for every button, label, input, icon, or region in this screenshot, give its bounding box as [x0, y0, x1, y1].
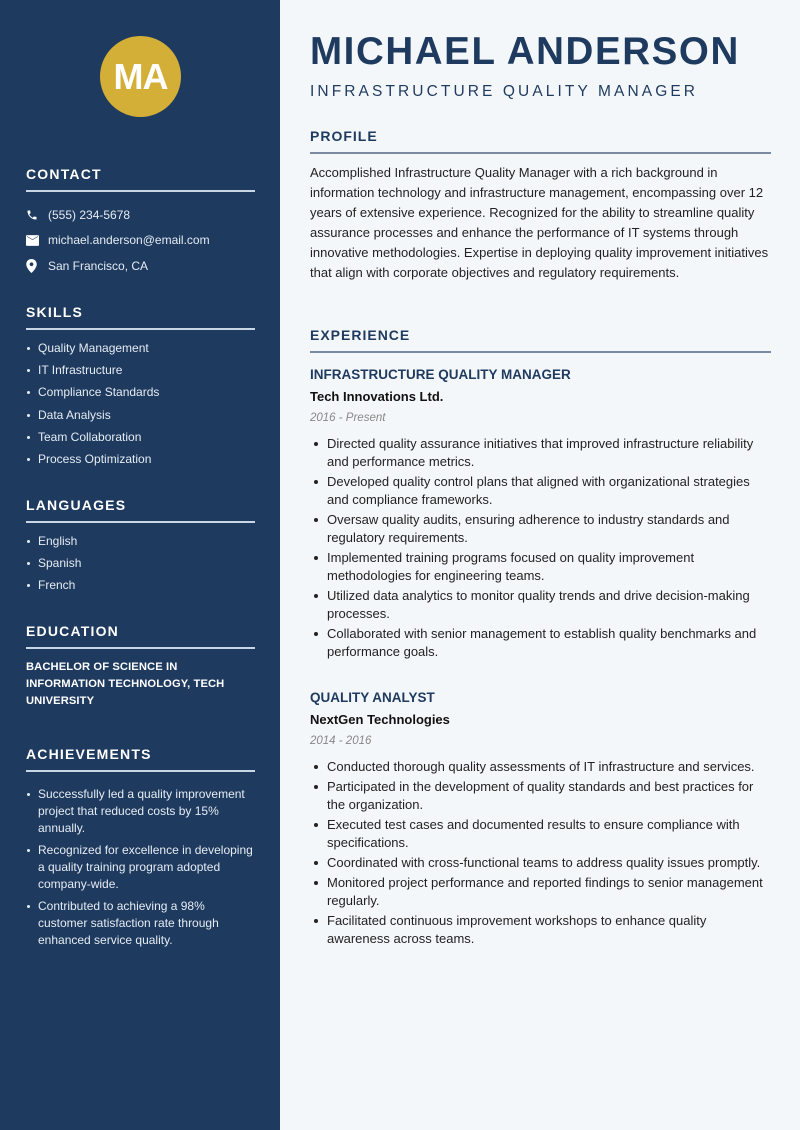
education-degree: BACHELOR OF SCIENCE IN INFORMATION TECHNOLOGY, TECH UNIVERSITY — [26, 661, 225, 707]
location-pin-icon — [26, 259, 48, 273]
languages-list — [26, 533, 255, 594]
job-bullet: Executed test cases and documented results to ensure compliance with specifications. — [310, 816, 771, 852]
job-bullet: Participated in the development of quality standards and best practices for the organization. — [310, 778, 771, 814]
contact-phone — [26, 202, 255, 228]
job-title: QUALITY ANALYST — [310, 690, 435, 705]
job-bullet: Implemented training programs focused on quality improvement methodologies for engineering teams. — [310, 549, 771, 585]
candidate-title: INFRASTRUCTURE QUALITY MANAGER — [310, 83, 699, 100]
achievement-item: Recognized for excellence in developing a quality training program adopted company-wide. — [26, 842, 255, 893]
location-text: San Francisco, CA — [48, 258, 149, 273]
language-item: Spanish — [26, 555, 255, 572]
profile-heading: PROFILE — [310, 128, 771, 154]
job-bullet: Collaborated with senior management to establish quality benchmarks and performance goals. — [310, 625, 771, 661]
job-bullet: Conducted thorough quality assessments of IT infrastructure and services. — [310, 758, 771, 776]
skill-item: Compliance Standards — [26, 384, 255, 401]
skill-item: Data Analysis — [26, 407, 255, 424]
skill-item: Quality Management — [26, 340, 255, 357]
contact-heading: CONTACT — [26, 166, 255, 192]
phone-text[interactable]: (555) 234-5678 — [48, 207, 131, 222]
job-company: Tech Innovations Ltd. — [310, 389, 444, 404]
achievements-section — [26, 746, 255, 954]
job-bullets — [310, 435, 771, 661]
sidebar — [0, 0, 280, 1130]
job-bullet: Facilitated continuous improvement workshops to enhance quality awareness across teams. — [310, 912, 771, 948]
job-entry — [310, 689, 771, 950]
education-heading: EDUCATION — [26, 623, 255, 649]
skill-item: IT Infrastructure — [26, 362, 255, 379]
achievement-item: Contributed to achieving a 98% customer satisfaction rate through enhanced service quality. — [26, 898, 255, 949]
job-dates: 2016 - Present — [310, 412, 386, 424]
experience-heading: EXPERIENCE — [310, 327, 771, 353]
skill-item: Team Collaboration — [26, 429, 255, 446]
contact-section — [26, 166, 255, 279]
languages-heading: LANGUAGES — [26, 497, 255, 523]
email-icon — [26, 235, 48, 246]
achievements-heading: ACHIEVEMENTS — [26, 746, 255, 772]
contact-email — [26, 228, 255, 254]
languages-section — [26, 497, 255, 600]
job-dates: 2014 - 2016 — [310, 735, 372, 747]
job-bullet: Oversaw quality audits, ensuring adherence to industry standards and regulatory requirements. — [310, 511, 771, 547]
skills-list — [26, 340, 255, 468]
contact-location — [26, 253, 255, 279]
profile-text: Accomplished Infrastructure Quality Manager with a rich background in information technology and infrastructure management, encompassing over 12 years of extensive experience. Recognized for the ability to streamline quality assurance processes and enhance the performance of IT systems through innovative methodologies. Expertise in deploying quality improvement initiatives that align with corporate objectives and regulatory requirements. — [310, 165, 769, 280]
job-bullet: Monitored project performance and reported findings to senior management regularly. — [310, 874, 771, 910]
language-item: French — [26, 577, 255, 594]
job-title: INFRASTRUCTURE QUALITY MANAGER — [310, 367, 571, 382]
job-entry — [310, 366, 771, 663]
job-bullet: Developed quality control plans that aligned with organizational strategies and compliance frameworks. — [310, 473, 771, 509]
job-bullets — [310, 758, 771, 948]
achievements-list — [26, 786, 255, 949]
job-bullet: Coordinated with cross-functional teams to address quality issues promptly. — [310, 854, 771, 872]
avatar-initials: MA — [100, 36, 181, 117]
phone-icon — [26, 209, 48, 221]
skills-section — [26, 304, 255, 473]
skill-item: Process Optimization — [26, 451, 255, 468]
language-item: English — [26, 533, 255, 550]
email-text[interactable]: michael.anderson@email.com — [48, 233, 210, 248]
job-bullet: Utilized data analytics to monitor quality trends and drive decision-making processes. — [310, 587, 771, 623]
candidate-name: MICHAEL ANDERSON — [310, 30, 740, 73]
skills-heading: SKILLS — [26, 304, 255, 330]
job-bullet: Directed quality assurance initiatives that improved infrastructure reliability and performance metrics. — [310, 435, 771, 471]
job-company: NextGen Technologies — [310, 712, 450, 727]
achievement-item: Successfully led a quality improvement project that reduced costs by 15% annually. — [26, 786, 255, 837]
education-section — [26, 623, 255, 710]
